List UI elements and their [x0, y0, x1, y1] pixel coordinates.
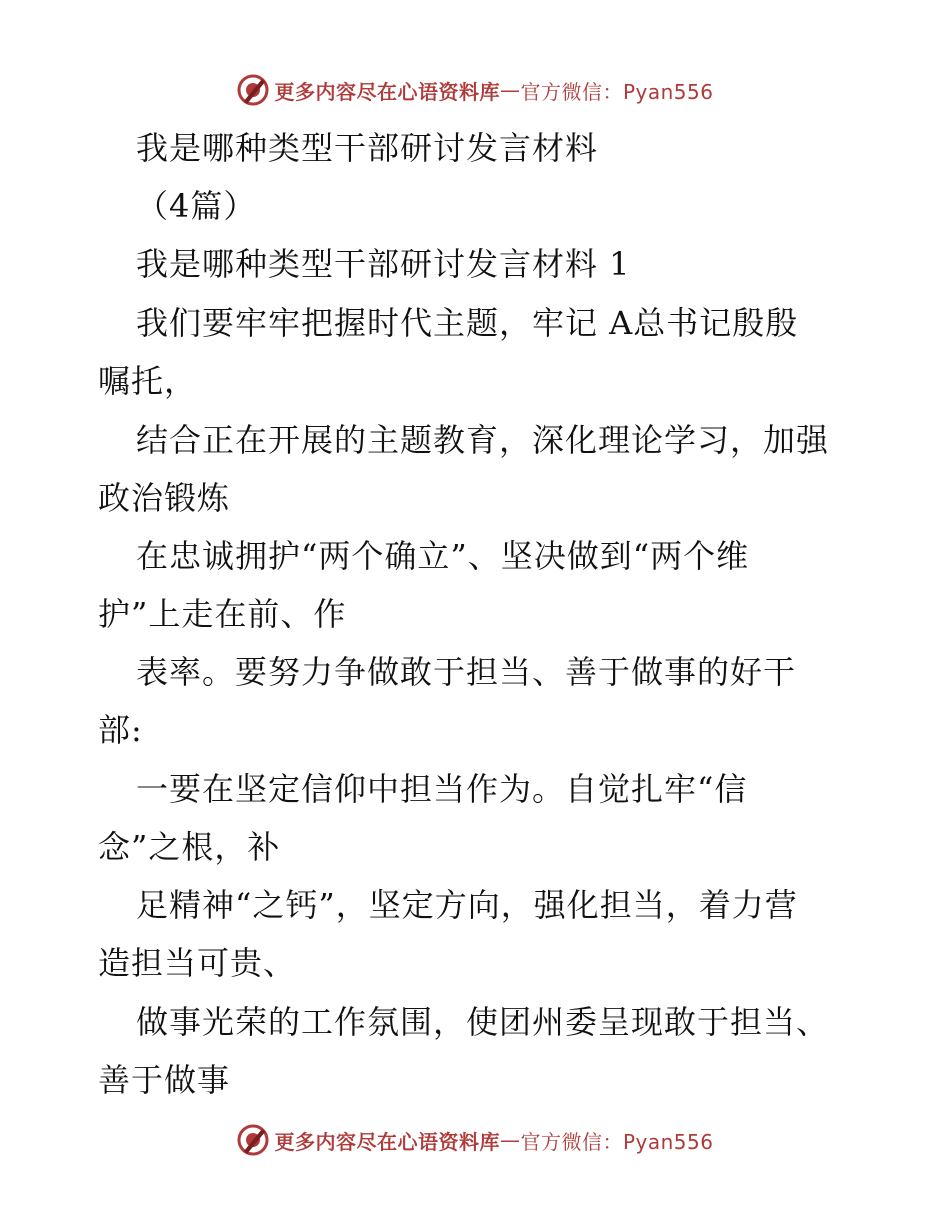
watermark-separator: — [499, 1128, 521, 1152]
doc-subtitle: （4篇） [136, 187, 257, 225]
watermark-banner-bottom [0, 1120, 950, 1160]
body-line: 一要在坚定信仰中担当作为。自觉扎牢“信 [136, 770, 748, 808]
body-line: 部: [98, 711, 143, 749]
body-line: 嘱托， [98, 362, 198, 400]
body-line: 在忠诚拥护“两个确立”、坚决做到“两个维 [136, 537, 750, 575]
body-line: 结合正在开展的主题教育，深化理论学习，加强 [136, 421, 830, 459]
watermark-banner-top [0, 70, 950, 110]
body-line: 念”之根，补 [98, 828, 281, 866]
watermark-contact: 官方微信：Pyan556 [520, 1129, 714, 1154]
watermark-text: 更多内容尽在心语资料库 [274, 1129, 500, 1154]
watermark-contact: 官方微信：Pyan556 [520, 79, 714, 104]
pen-logo-icon [236, 1123, 270, 1157]
section-heading: 我是哪种类型干部研讨发言材料 1 [136, 245, 631, 283]
body-line: 护”上走在前、作 [98, 595, 347, 633]
pen-logo-icon [236, 73, 270, 107]
body-line: 政治锻炼 [98, 479, 231, 517]
doc-title: 我是哪种类型干部研讨发言材料 [136, 129, 599, 167]
body-line: 造担当可贵、 [98, 944, 297, 982]
body-line: 我们要牢牢把握时代主题，牢记 A总书记殷殷 [136, 304, 799, 342]
watermark-separator: — [499, 78, 521, 102]
watermark-text: 更多内容尽在心语资料库 [274, 79, 500, 104]
body-line: 善于做事 [98, 1061, 231, 1099]
body-line: 表率。要努力争做敢于担当、善于做事的好干 [136, 653, 797, 691]
body-line: 做事光荣的工作氛围，使团州委呈现敢于担当、 [136, 1003, 830, 1041]
body-line: 足精神“之钙”，坚定方向，强化担当，着力营 [136, 886, 798, 924]
